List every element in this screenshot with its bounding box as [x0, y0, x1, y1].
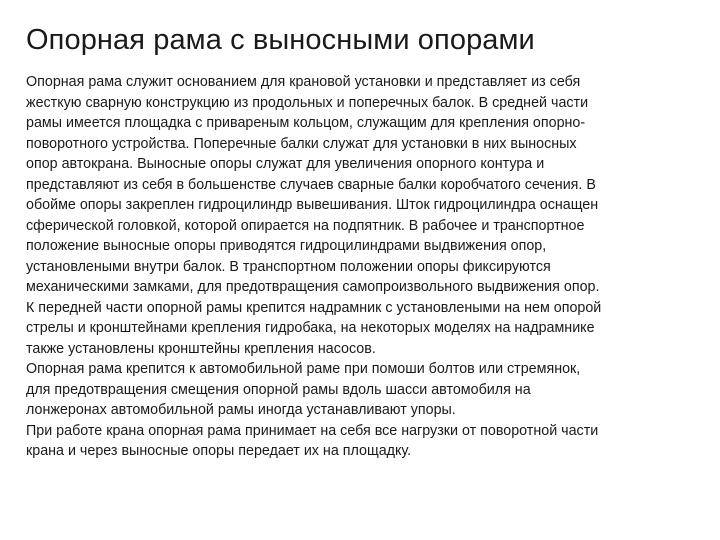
text-line: крана и через выносные опоры передает их на площадку. [26, 443, 412, 459]
text-line: опор автокрана. Выносные опоры служат для увеличения опорного контура и [26, 156, 545, 172]
text-line: жесткую сварную конструкцию из продольных и поперечных балок. В средней части [26, 94, 589, 111]
text-line: поворотного устройства. Поперечные балки служат для установки в них выносных [26, 135, 577, 152]
slide-title: Опорная рама с выносными опорами [26, 24, 535, 56]
text-line: установлеными внутри балок. В транспортном положении опоры фиксируются [26, 258, 551, 275]
text-line: Опорная рама служит основанием для крановой установки и представляет из себя [26, 74, 581, 90]
slide-body [26, 72, 694, 462]
text-line: рамы имеется площадка с привареным кольцом, служащим для крепления опорно- [26, 115, 586, 131]
text-line: также установлены кронштейны крепления насосов. [26, 340, 376, 357]
paragraph-mounting [26, 359, 694, 421]
text-line: Опорная рама крепится к автомобильной раме при помоши болтов или стремянок, [26, 361, 581, 377]
text-line: При работе крана опорная рама принимает на себя все нагрузки от поворотной части [26, 422, 599, 439]
text-line: положение выносные опоры приводятся гидроцилиндрами выдвижения опор, [26, 238, 547, 254]
text-line: обойме опоры закреплен гидроцилиндр вывешивания. Шток гидроцилиндра оснащен [26, 197, 599, 213]
text-line: стрелы и кронштейнами крепления гидробака, на некоторых моделях на надрамнике [26, 320, 595, 336]
paragraph-support-frame [26, 72, 694, 359]
text-line: представляют из себя в большенстве случаев сварные балки коробчатого сечения. В [26, 176, 596, 193]
text-line: сферической головкой, которой опирается на подпятник. В рабочее и транспортное [26, 217, 585, 234]
text-line: механическими замками, для предотвращения самопроизвольного выдвижения опор. [26, 279, 600, 295]
paragraph-loads [26, 421, 694, 462]
text-line: для предотвращения смещения опорной рамы вдоль шасси автомобиля на [26, 381, 531, 398]
text-line: К передней части опорной рамы крепится надрамник с установлеными на нем опорой [26, 299, 602, 316]
text-line: лонжеронах автомобильной рамы иногда устанавливают упоры. [26, 402, 456, 418]
